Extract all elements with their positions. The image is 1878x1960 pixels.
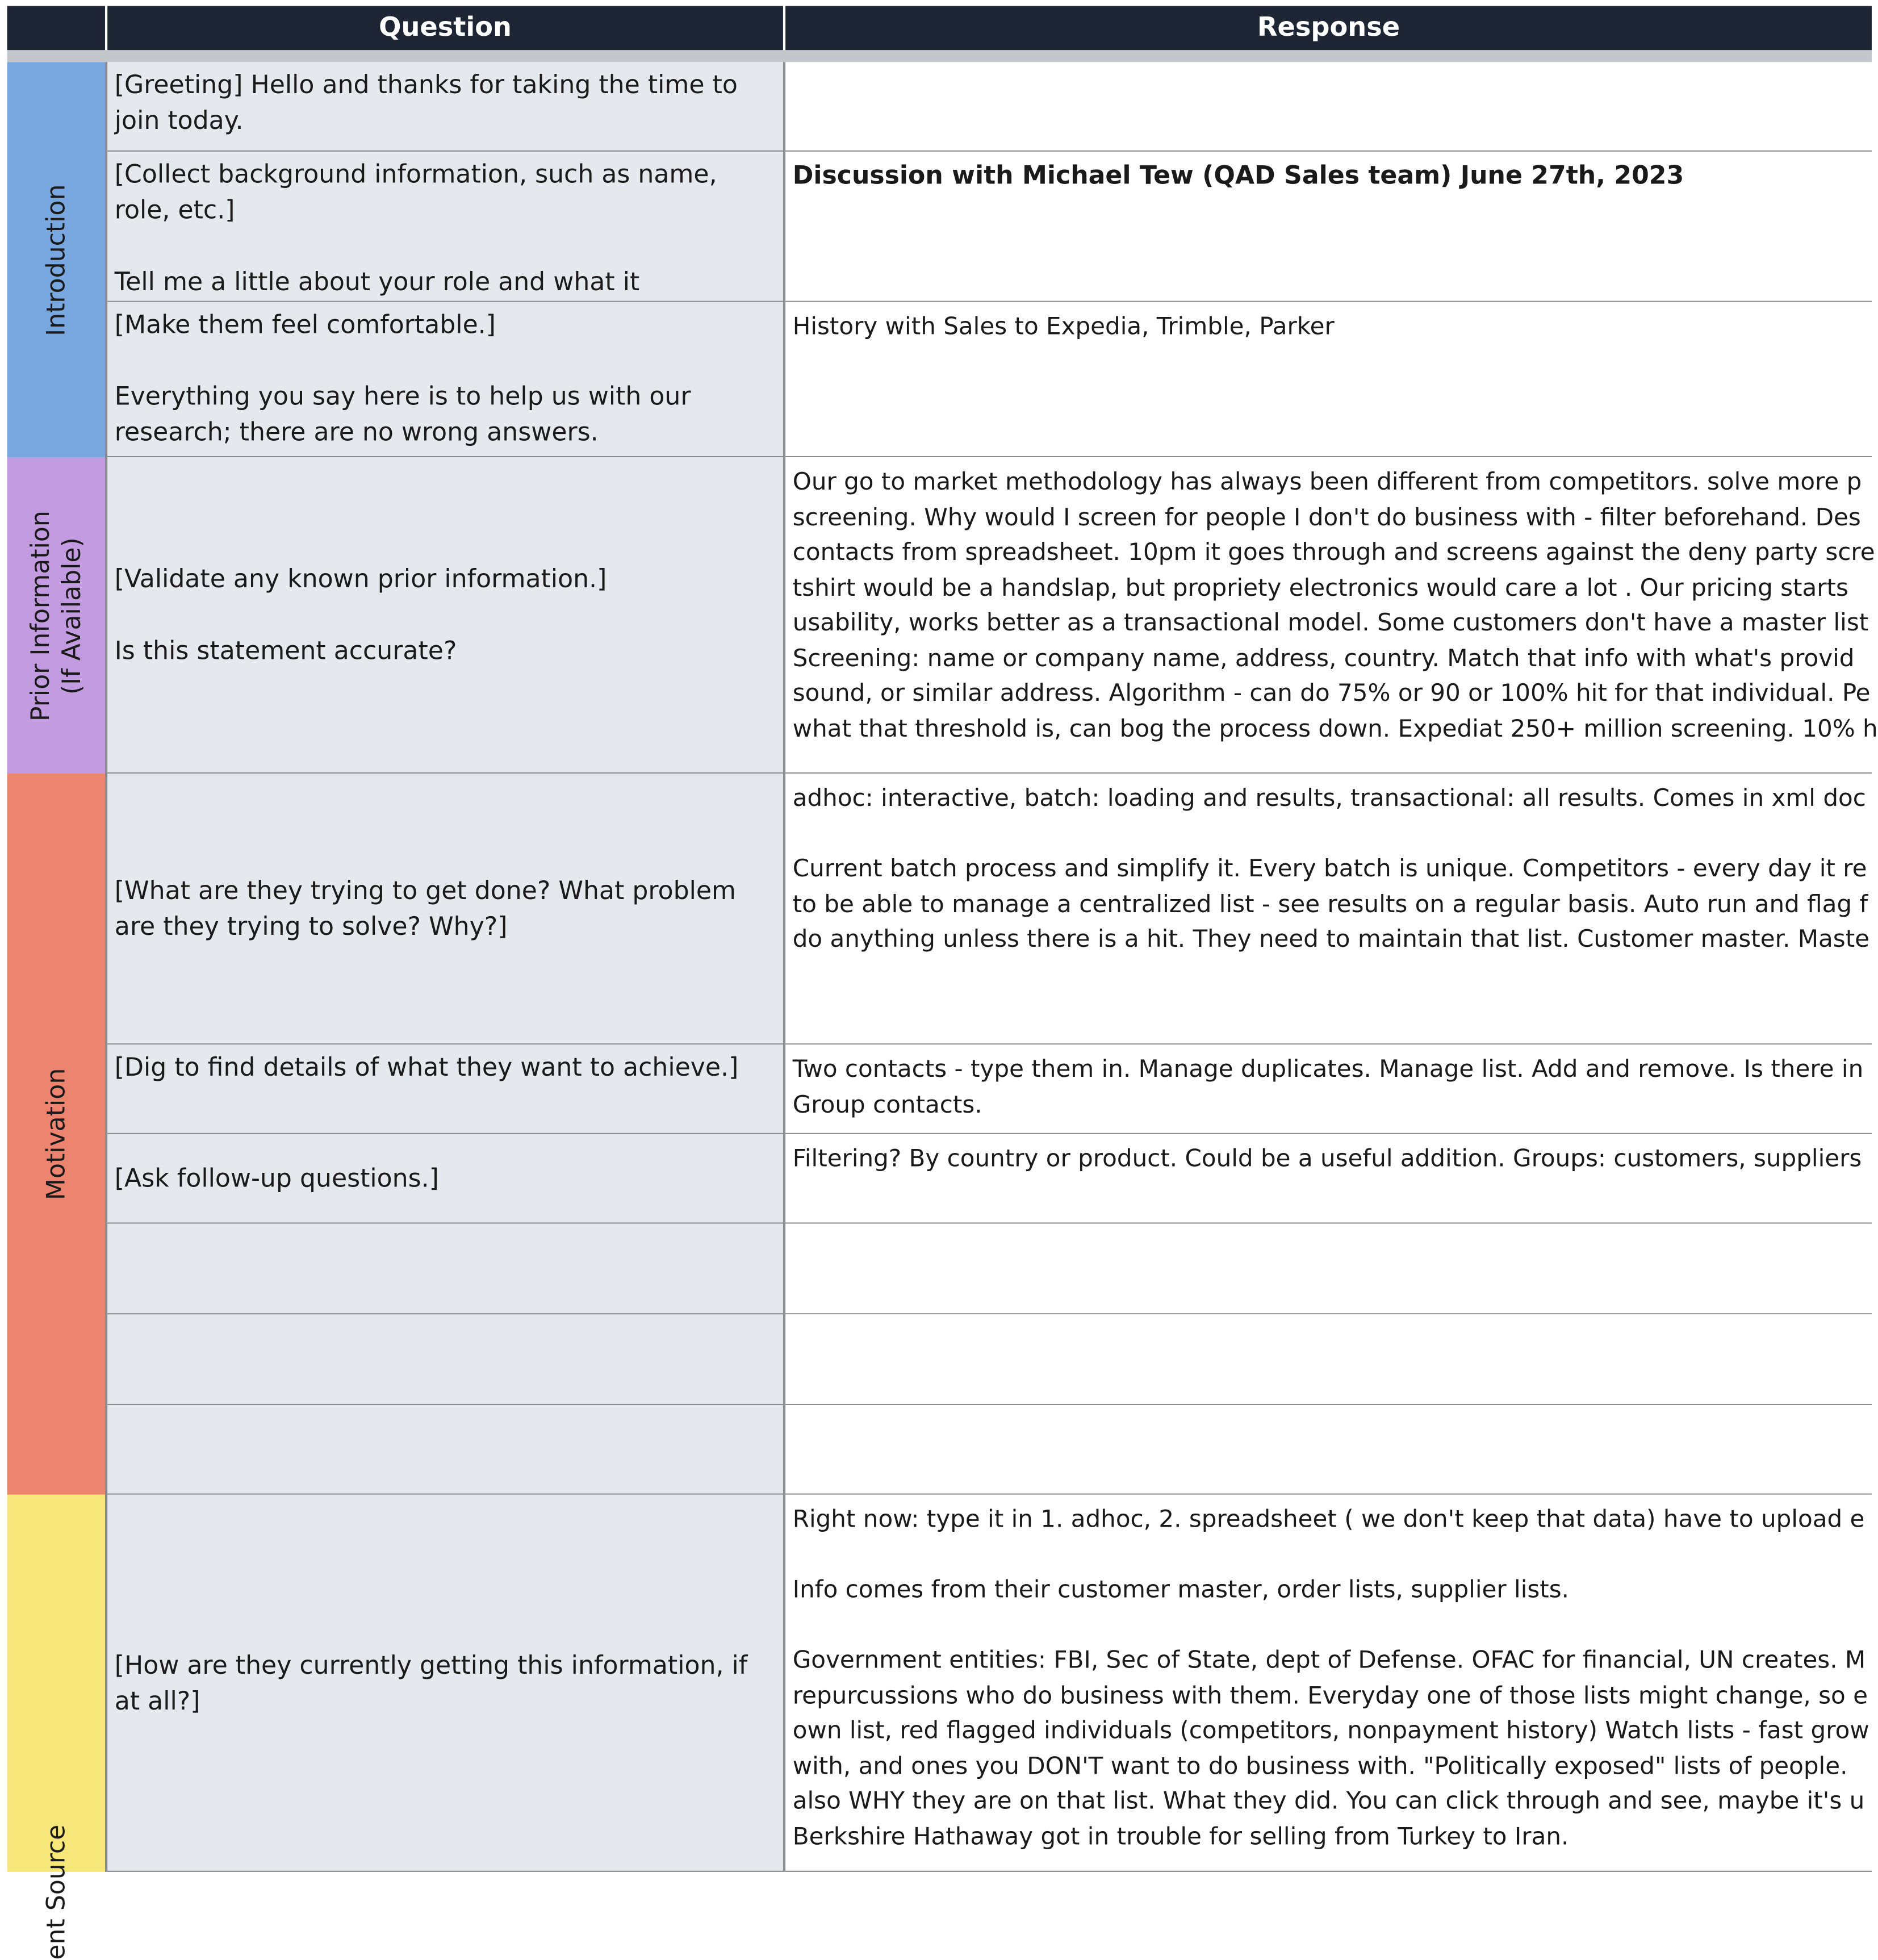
category-label-cell xyxy=(7,1495,105,1960)
question-cell[interactable] xyxy=(107,1134,783,1224)
response-cell[interactable] xyxy=(785,1405,1872,1495)
header-category-cell xyxy=(7,6,105,51)
category-label: ent Source xyxy=(41,1824,71,1960)
question-cell[interactable] xyxy=(107,1405,783,1495)
response-line xyxy=(793,1537,1865,1572)
column-divider xyxy=(105,62,107,1872)
question-text: [How are they currently getting this information, if at all?] xyxy=(114,1650,756,1715)
response-line: usability, works better as a transactional model. Some customers don't have a master list xyxy=(792,607,1869,637)
response-cell[interactable] xyxy=(785,1134,1872,1224)
response-line: contacts from spreadsheet. 10pm it goes through and screens against the deny party scre xyxy=(792,537,1875,566)
category-label-cell xyxy=(7,774,105,1495)
response-cell[interactable] xyxy=(785,62,1872,152)
response-line: Berkshire Hathaway got in trouble for selling from Turkey to Iran. xyxy=(792,1821,1569,1850)
question-text: [Ask follow-up questions.] xyxy=(114,1164,439,1193)
category-label: Introduction xyxy=(41,183,71,336)
question-cell[interactable] xyxy=(107,457,783,774)
question-cell[interactable] xyxy=(107,1224,783,1315)
response-line: what that threshold is, can bog the process down. Expediat 250+ million screening. 10% h xyxy=(792,713,1878,742)
question-cell[interactable] xyxy=(107,152,783,302)
question-cell[interactable] xyxy=(107,1044,783,1134)
response-line: Filtering? By country or product. Could be a useful addition. Groups: customers, suppliers xyxy=(792,1143,1862,1173)
response-cell[interactable] xyxy=(785,1224,1872,1315)
response-line: History with Sales to Expedia, Trimble, Parker xyxy=(792,311,1335,341)
response-line: Info comes from their customer master, order lists, supplier lists. xyxy=(792,1574,1570,1603)
response-line xyxy=(793,816,1865,851)
response-line: also WHY they are on that list. What they did. You can click through and see, maybe it's u xyxy=(792,1786,1865,1815)
question-text: [Validate any known prior information.] Is this statement accurate? xyxy=(114,565,607,665)
response-cell[interactable] xyxy=(785,1044,1872,1134)
response-line: sound, or similar address. Algorithm - can do 75% or 90 or 100% hit for that individual. Pe xyxy=(792,678,1871,707)
response-cell[interactable] xyxy=(785,302,1872,457)
response-line: adhoc: interactive, batch: loading and results, transactional: all results. Comes in xml doc xyxy=(792,783,1866,812)
header-response: Response xyxy=(785,6,1872,51)
response-line: Current batch process and simplify it. Every batch is unique. Competitors - every day it re xyxy=(792,853,1867,883)
column-divider xyxy=(783,62,785,1872)
question-cell[interactable] xyxy=(107,1495,783,1872)
response-line: repurcussions who do business with them. Everyday one of those lists might change, so e xyxy=(792,1680,1868,1710)
response-line: Group contacts. xyxy=(792,1089,982,1118)
question-text: [Greeting] Hello and thanks for taking the time to join today. xyxy=(114,70,746,135)
question-cell[interactable] xyxy=(107,302,783,457)
category-label-cell xyxy=(7,62,105,457)
response-cell[interactable] xyxy=(785,457,1878,774)
response-cell[interactable] xyxy=(785,152,1872,302)
response-line: Our go to market methodology has always been different from competitors. solve more p xyxy=(792,466,1862,496)
header-divider xyxy=(7,50,1872,62)
category-label: Motivation xyxy=(41,1068,71,1201)
question-text: [Make them feel comfortable.] Everything you say here is to help us with our research; there are no wrong answers. xyxy=(114,310,691,447)
response-cell[interactable] xyxy=(785,774,1872,1044)
response-line: with, and ones you DON'T want to do business with. "Politically exposed" lists of people. xyxy=(792,1750,1848,1780)
question-text: [What are they trying to get done? What problem are they trying to solve? Why?] xyxy=(114,876,744,941)
response-line: tshirt would be a handslap, but propriety electronics would care a lot . Our pricing starts xyxy=(792,572,1848,601)
category-label: Prior Information (If Available) xyxy=(26,510,86,721)
response-line: Right now: type it in 1. adhoc, 2. spreadsheet ( we don't keep that data) have to upload e xyxy=(792,1504,1865,1533)
question-cell[interactable] xyxy=(107,774,783,1044)
response-line: Discussion with Michael Tew (QAD Sales team) June 27th, 2023 xyxy=(792,161,1684,190)
header-question: Question xyxy=(107,6,783,51)
response-line: own list, red flagged individuals (competitors, nonpayment history) Watch lists - fast grow xyxy=(792,1715,1869,1745)
question-text: [Dig to find details of what they want to achieve.] xyxy=(114,1052,739,1082)
response-cell[interactable] xyxy=(785,1495,1872,1872)
response-line: Government entities: FBI, Sec of State, dept of Defense. OFAC for financial, UN creates. M xyxy=(792,1645,1866,1674)
response-line: do anything unless there is a hit. They need to maintain that list. Customer master. Maste xyxy=(792,923,1870,953)
question-text: [Collect background information, such as name, role, etc.] Tell me a little about your role and what it xyxy=(114,160,717,296)
category-label-cell xyxy=(7,457,105,774)
response-line xyxy=(793,1607,1865,1643)
response-line: screening. Why would I screen for people I don't do business with - filter beforehand. Des xyxy=(792,502,1861,531)
question-cell[interactable] xyxy=(107,62,783,152)
response-cell[interactable] xyxy=(785,1314,1872,1405)
question-cell[interactable] xyxy=(107,1314,783,1405)
response-line: Screening: name or company name, address, country. Match that info with what's provid xyxy=(792,642,1855,672)
response-line: Two contacts - type them in. Manage duplicates. Manage list. Add and remove. Is there in xyxy=(792,1054,1864,1083)
response-line: to be able to manage a centralized list - see results on a regular basis. Auto run and flag f xyxy=(792,888,1868,918)
